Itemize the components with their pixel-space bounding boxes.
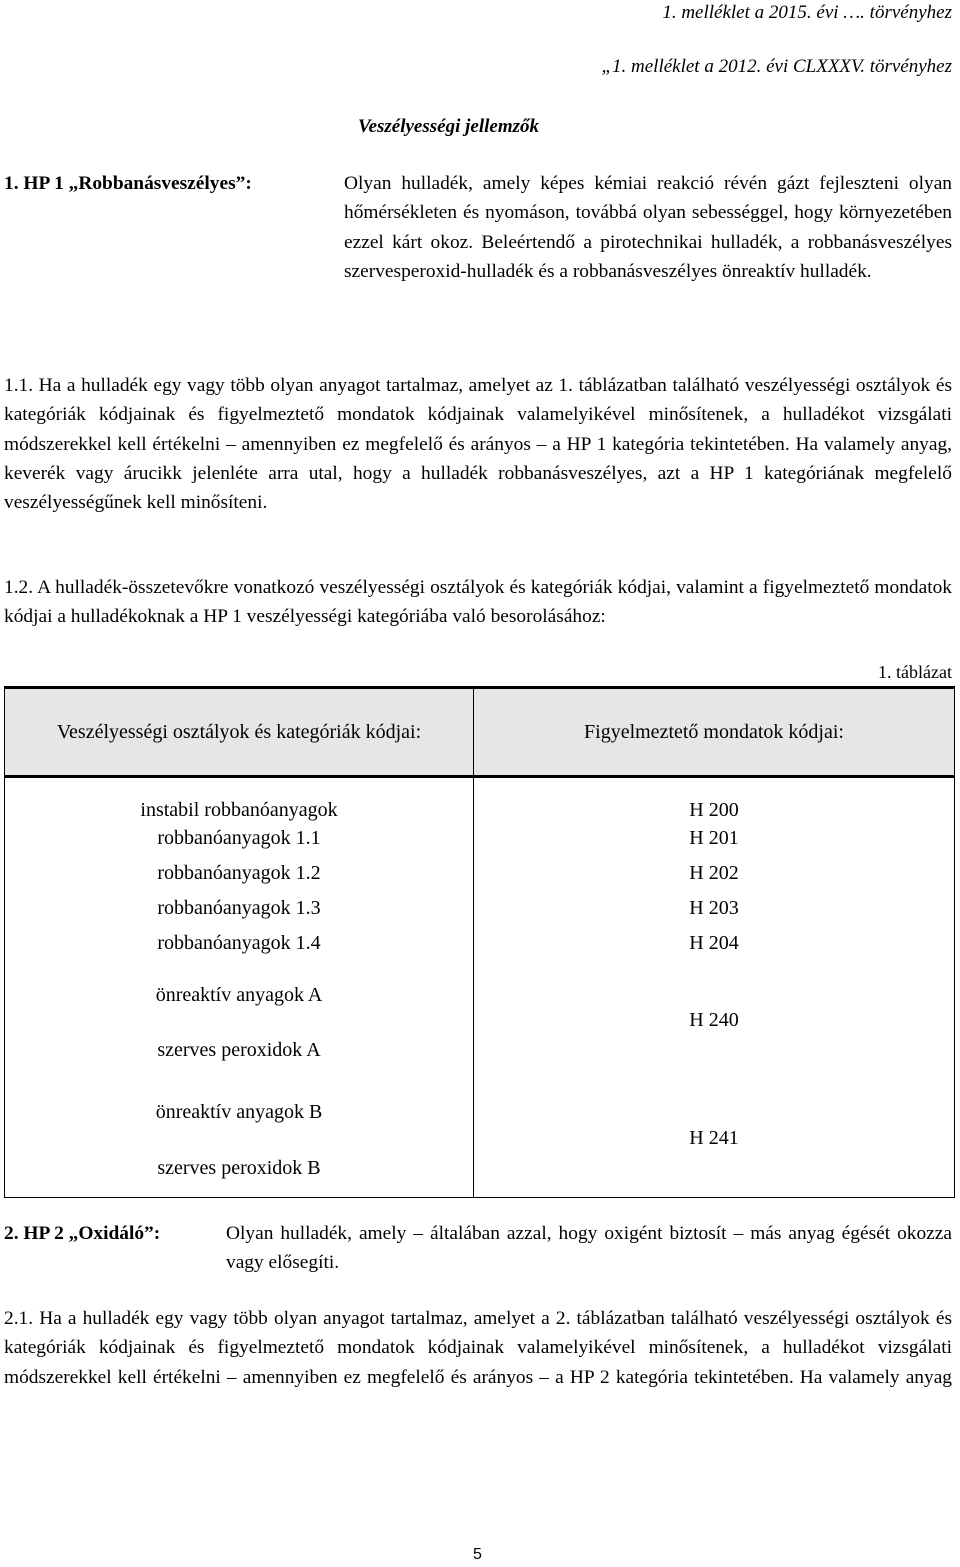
table-row xyxy=(5,891,955,926)
class-cell: instabil robbanóanyagok xyxy=(5,777,474,822)
hazard-classes-table xyxy=(4,686,955,1198)
hp2-label: 2. HP 2 „Oxidáló”: xyxy=(4,1223,161,1244)
class-cell: önreaktív anyagok A xyxy=(5,961,474,1021)
code-cell: H 202 xyxy=(689,861,739,884)
hp2-definition: Olyan hulladék, amely – általában azzal, hogy oxigént biztosít – más anyag égését okozza vagy elősegíti. xyxy=(226,1223,952,1274)
table-header-hazard-statements: Figyelmeztető mondatok kódjai: xyxy=(474,688,955,777)
class-cell: robbanóanyagok 1.2 xyxy=(5,856,474,891)
table-header-classes: Veszélyességi osztályok és kategóriák kódjai: xyxy=(5,688,474,777)
table-caption: 1. táblázat xyxy=(878,662,952,682)
table-row xyxy=(5,822,955,856)
table-row xyxy=(5,961,955,1021)
class-cell: robbanóanyagok 1.1 xyxy=(5,822,474,856)
page-number: 5 xyxy=(473,1546,482,1563)
class-cell: önreaktív anyagok B xyxy=(5,1081,474,1141)
hp2-paragraph-2-1: 2.1. Ha a hulladék egy vagy több olyan anyagot tartalmaz, amelyet a 2. táblázatban található veszélyességi osztályok és kategóriák kódjainak és figyelmeztető mondatok kódjainak valamelyikével minősítenek, a hulladékot vizsgálati módszerekkel kell értékelni – amennyiben ez megfelelő és arányos – a HP 2 kategória tekintetében. Ha valamely anyag xyxy=(4,1308,952,1388)
annex-reference-2015: 1. melléklet a 2015. évi …. törvényhez xyxy=(662,2,952,23)
code-cell: H 200 xyxy=(689,798,739,821)
table-row xyxy=(5,777,955,822)
annex-reference-2012: „1. melléklet a 2012. évi CLXXXV. törvényhez xyxy=(601,56,952,77)
table-row xyxy=(5,1081,955,1141)
class-cell: robbanóanyagok 1.3 xyxy=(5,891,474,926)
page-title: Veszélyességi jellemzők xyxy=(358,116,539,137)
class-cell: szerves peroxidok A xyxy=(5,1021,474,1081)
hp1-paragraph-1-1: 1.1. Ha a hulladék egy vagy több olyan anyagot tartalmaz, amelyet az 1. táblázatban található veszélyességi osztályok és kategóriák kódjainak és figyelmeztető mondatok kódjainak valamelyikével minősítenek, a hulladékot vizsgálati módszerekkel kell értékelni – amennyiben ez megfelelő és arányos – a HP 1 kategória tekintetében. Ha valamely anyag, keverék vagy árucikk jelenléte arra utal, hogy a hulladék robbanásveszélyes, azt a HP 1 kategóriának megfelelő veszélyességűnek kell minősíteni. xyxy=(4,375,952,514)
code-cell: H 203 xyxy=(689,896,739,919)
table-row xyxy=(5,926,955,961)
code-cell: H 201 xyxy=(689,827,739,849)
class-cell: szerves peroxidok B xyxy=(5,1141,474,1198)
code-cell: H 241 xyxy=(689,1127,739,1150)
table-row xyxy=(5,856,955,891)
code-cell: H 204 xyxy=(689,931,739,954)
hp1-label: 1. HP 1 „Robbanásveszélyes”: xyxy=(4,173,252,194)
class-cell: robbanóanyagok 1.4 xyxy=(5,926,474,961)
hp1-definition: Olyan hulladék, amely képes kémiai reakció révén gázt fejleszteni olyan hőmérsékleten és nyomáson, továbbá olyan sebességgel, hogy környezetében ezzel kárt okoz. Beleértendő a pirotechnikai hulladék, a robbanásveszélyes szervesperoxid-hulladék és a robbanásveszélyes önreaktív hulladék. xyxy=(344,173,952,282)
hp1-paragraph-1-2: 1.2. A hulladék-összetevőkre vonatkozó veszélyességi osztályok és kategóriák kódjai, valamint a figyelmeztető mondatok kódjai a hulladékoknak a HP 1 veszélyességi kategóriába való besorolásához: xyxy=(4,577,952,628)
code-cell: H 240 xyxy=(689,1009,739,1031)
